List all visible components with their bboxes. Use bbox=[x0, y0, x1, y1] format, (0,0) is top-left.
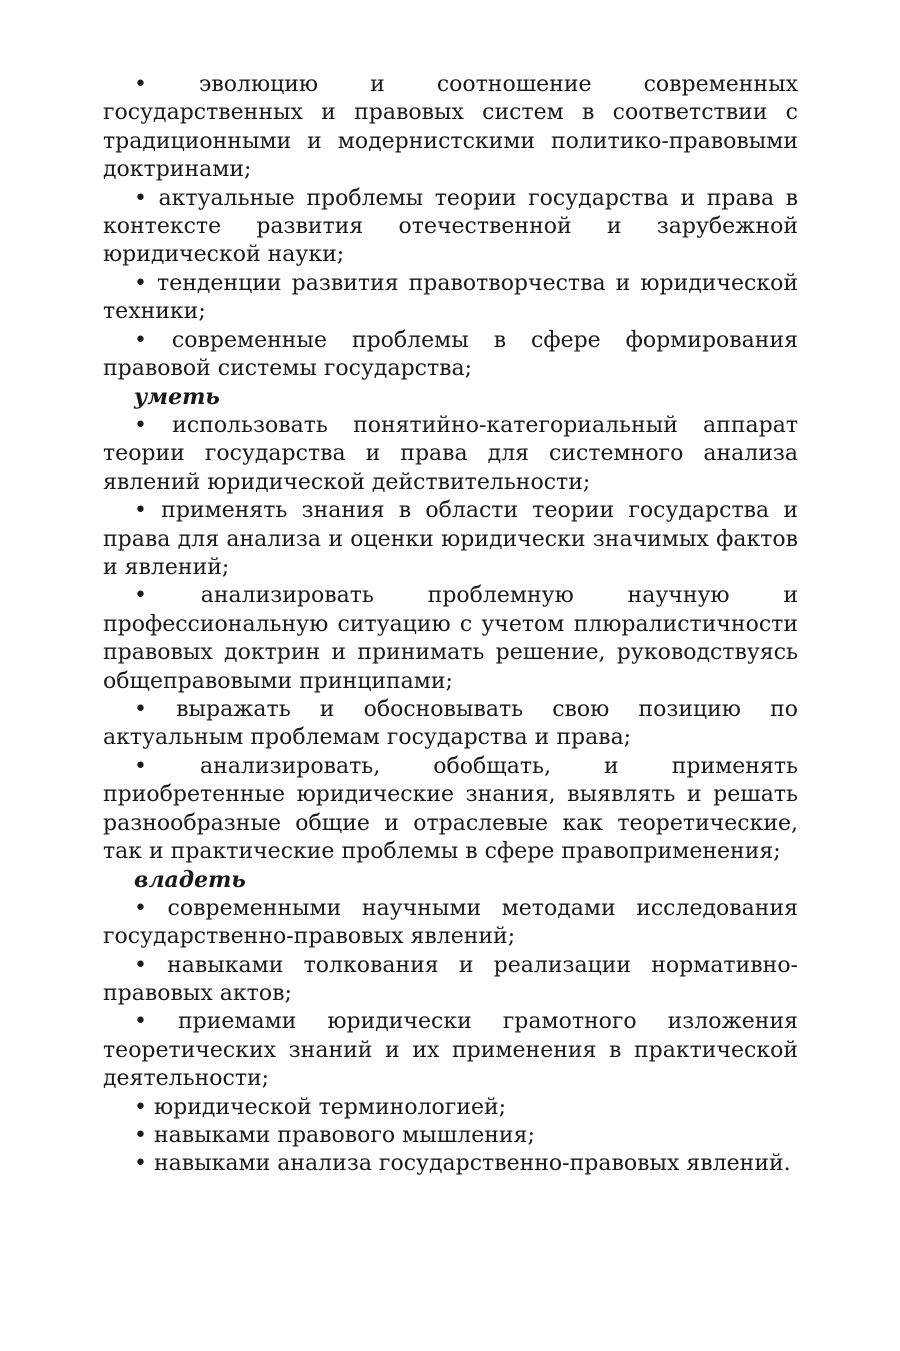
list-item: • приемами юридически грамотного изложения теоретических знаний и их применения в практической деятельности; bbox=[103, 1009, 798, 1092]
list-item: • тенденции развития правотворчества и юридической техники; bbox=[103, 270, 798, 325]
mastery-heading: владеть bbox=[134, 867, 246, 894]
list-item: • современные проблемы в сфере формирования правовой системы государства; bbox=[103, 327, 798, 382]
list-item: • навыками правового мышления; bbox=[134, 1123, 535, 1149]
document-page bbox=[103, 71, 798, 1179]
list-item: • современными научными методами исследования государственно-правовых явлений; bbox=[103, 895, 798, 950]
list-item: • навыками толкования и реализации нормативно-правовых актов; bbox=[103, 952, 798, 1006]
skills-heading: уметь bbox=[134, 384, 220, 411]
list-item: • юридической терминологией; bbox=[134, 1094, 507, 1120]
list-item: • анализировать проблемную научную и профессиональную ситуацию с учетом плюралистичности правовых доктрин и принимать решение, руководствуясь общеправовыми принципами; bbox=[103, 583, 798, 694]
list-item: • эволюцию и соотношение современных государственных и правовых систем в соответствии с традиционными и модернистскими политико-правовыми доктринами; bbox=[103, 72, 798, 183]
list-item: • использовать понятийно-категориальный аппарат теории государства и права для системного анализа явлений юридической действительности; bbox=[103, 412, 798, 495]
list-item: • навыками анализа государственно-правовых явлений. bbox=[134, 1151, 791, 1177]
list-item: • выражать и обосновывать свою позицию по актуальным проблемам государства и права; bbox=[103, 696, 798, 751]
list-item: • применять знания в области теории государства и права для анализа и оценки юридически значимых фактов и явлений; bbox=[103, 498, 798, 580]
list-item: • анализировать, обобщать, и применять приобретенные юридические знания, выявлять и решать разнообразные общие и отраслевые как теоретические, так и практические проблемы в сфере правоприменения; bbox=[103, 753, 798, 864]
list-item: • актуальные проблемы теории государства и права в контексте развития отечественной и зарубежной юридической науки; bbox=[103, 185, 798, 268]
